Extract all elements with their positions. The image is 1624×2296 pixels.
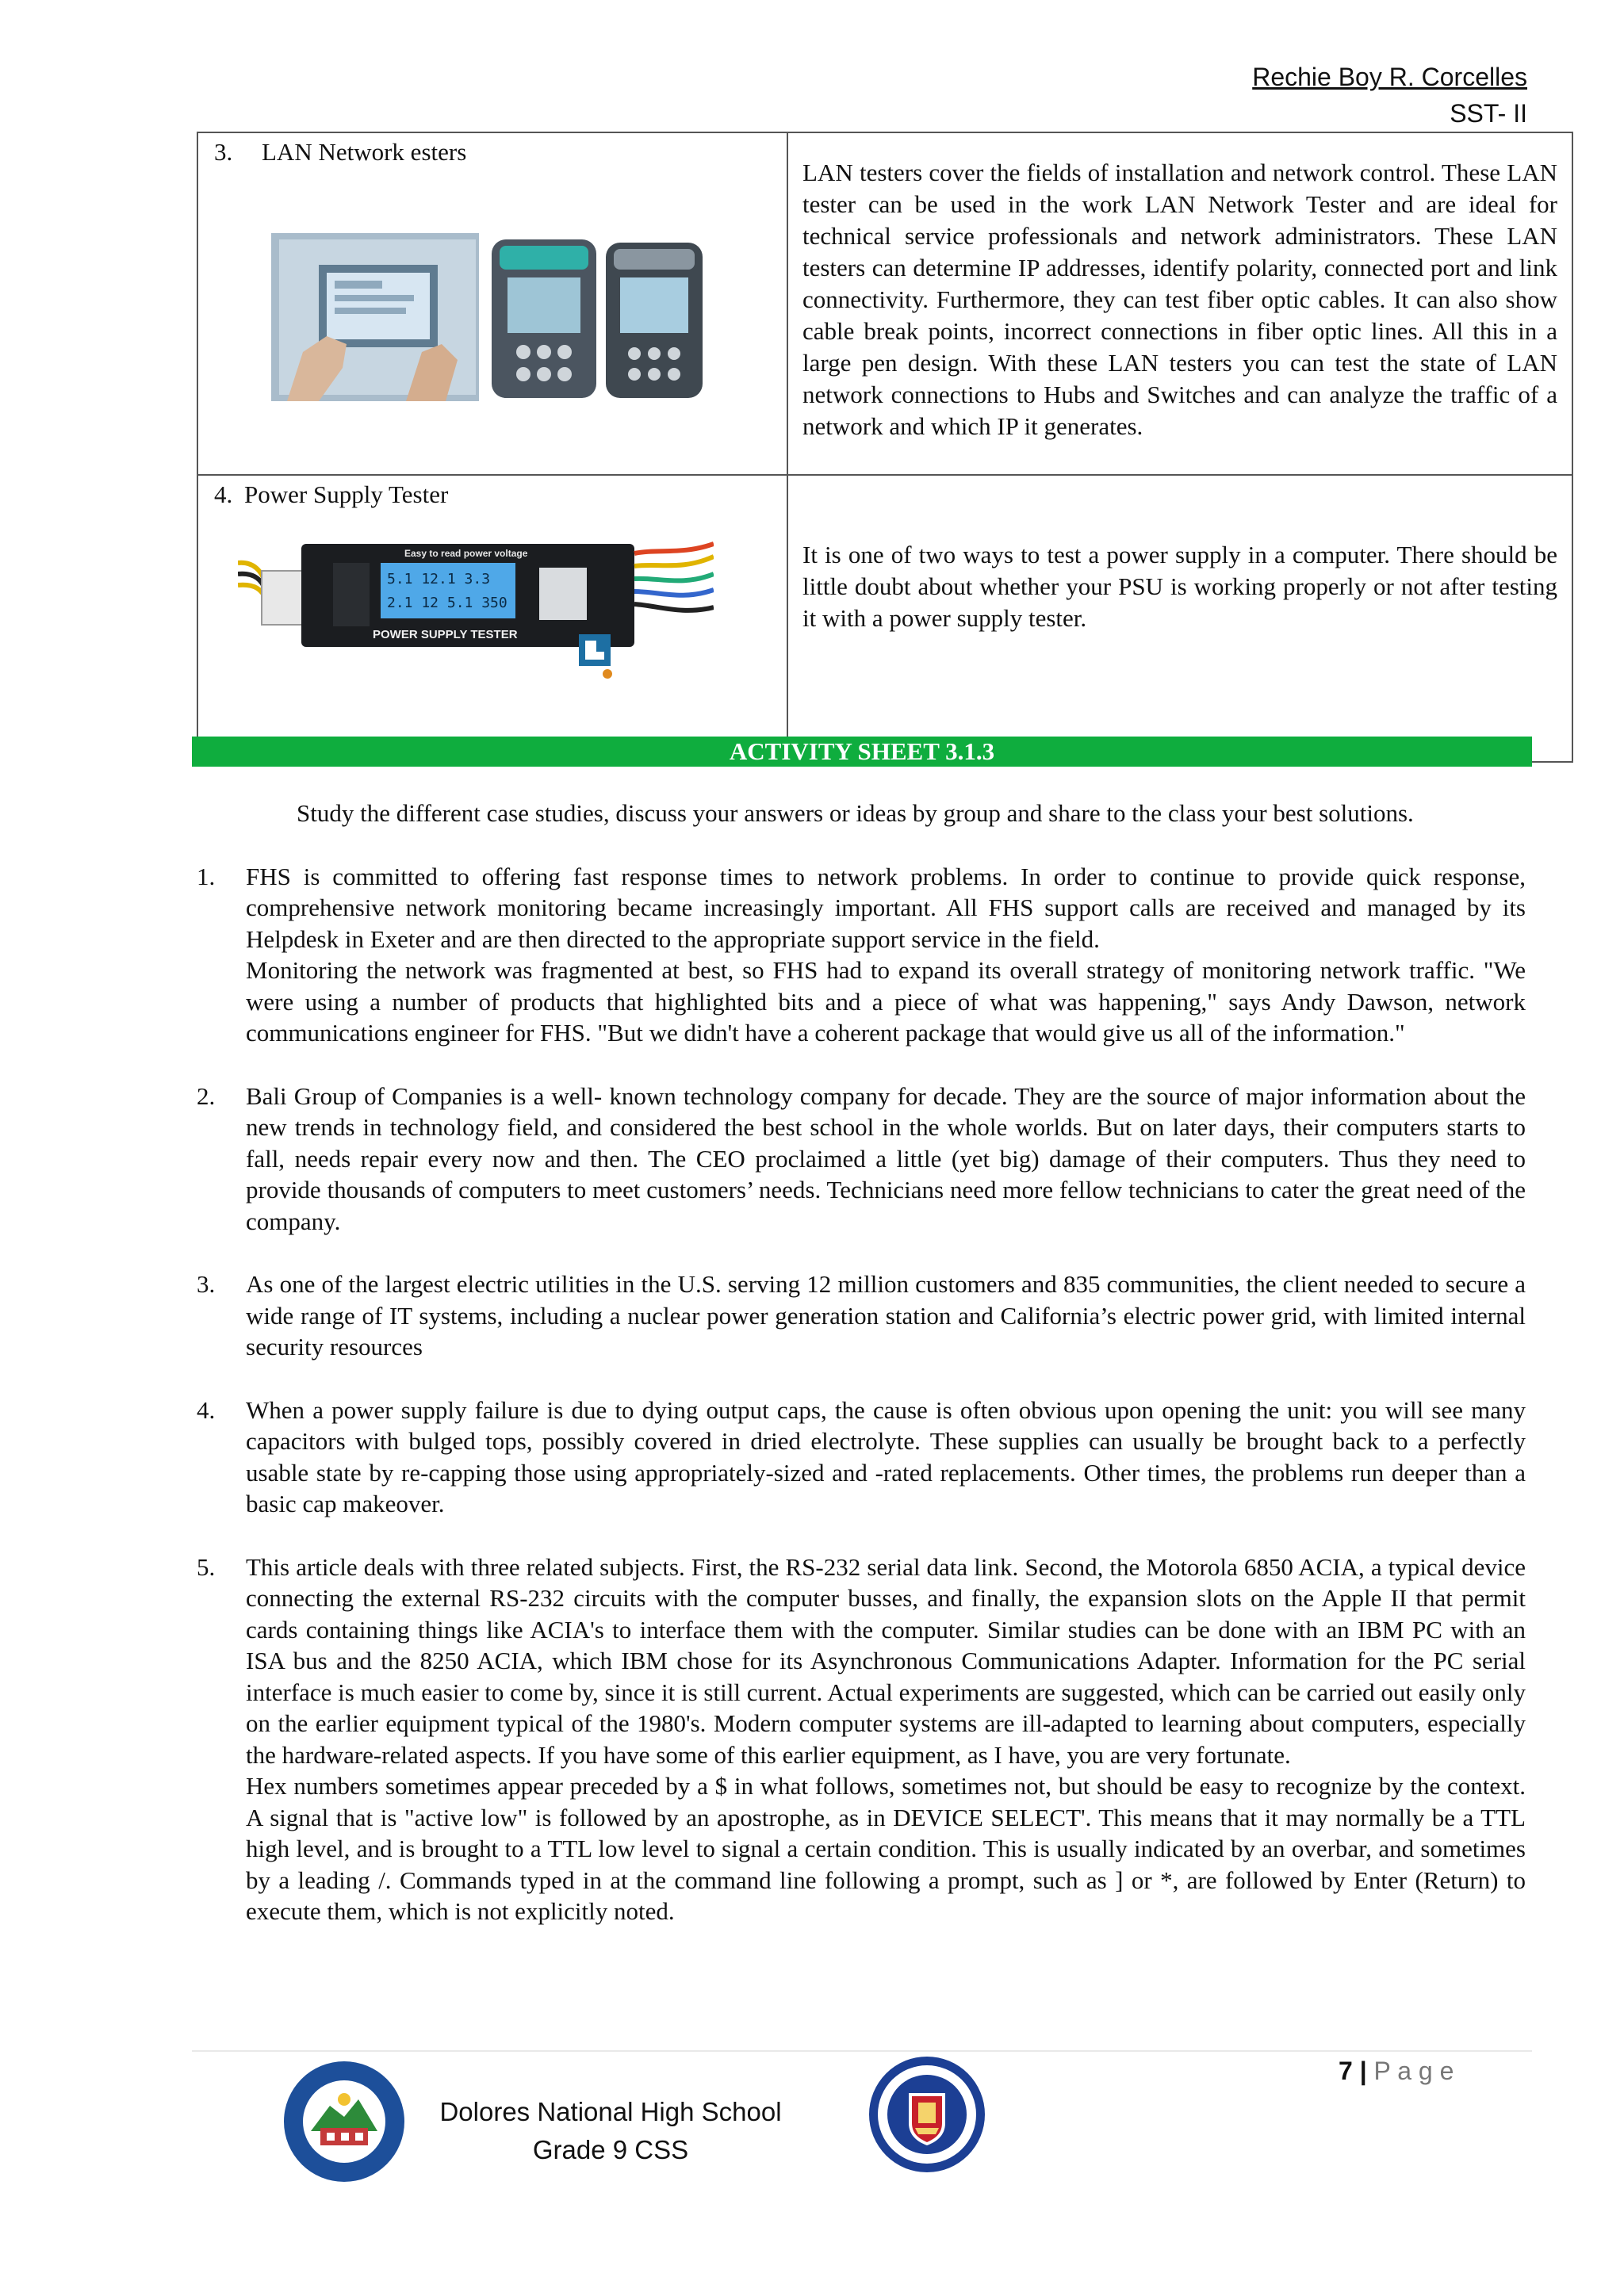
case-paragraph: FHS is committed to offering fast response times to network problems. In order to continue to provide quick response, comprehensive network monitoring became increasingly important. All FHS support calls are received and managed by its Helpdesk in Exeter and are then directed to the appropriate support service in the field. [246, 862, 1526, 953]
tool-number: 4. [214, 480, 233, 508]
tools-table [197, 132, 1573, 763]
tool-title: LAN Network esters [262, 138, 467, 166]
table-row [197, 132, 1572, 475]
activity-intro: Study the different case studies, discuss your answers or ideas by group and share to the class your best solutions. [297, 799, 1414, 827]
footer-divider [192, 2050, 1532, 2052]
case-number: 3. [197, 1270, 216, 1298]
svg-text:2.1 12 5.1 350: 2.1 12 5.1 350 [387, 595, 508, 611]
tool-label [214, 136, 771, 168]
footer-school-info [412, 2093, 809, 2169]
case-paragraph: This article deals with three related subjects. First, the RS-232 serial data link. Second, the Motorola 6850 ACIA, a typical device connecting the external RS-232 circuits with the computer busses, and finally, the expansion slots on the Apple II that permit cards containing things like ACIA's to interface them with the computer. Similar studies can be done with an IBM PC with an ISA bus and the 8250 ACIA, which IBM chose for its Asynchronous Communications Adapter. Information for the PC serial interface is much easier to come by, since it is still current. Actual experiments are suggested, which can be carried out easily only on the earlier equipment typical of the 1980's. Modern computer systems are ill-adapted to learning about computers, especially the hardware-related aspects. If you have some of this earlier equipment, as I have, you are very fortunate. [246, 1552, 1526, 1769]
svg-text:5.1 12.1 3.3: 5.1 12.1 3.3 [387, 571, 491, 587]
case-paragraph: When a power supply failure is due to dying output caps, the cause is often obvious upon opening the unit: you will see many capacitors with bulged tops, possibly covered in dried electrolyte. These supplies can usually be brought back to a perfectly usable state by re-capping those using appropriately-sized and -rated replacements. Other times, the problems run deeper than a basic cap makeover. [246, 1395, 1526, 1517]
tool-cell [197, 475, 787, 762]
tool-description-cell [787, 132, 1572, 475]
grade-level: Grade 9 CSS [532, 2135, 689, 2164]
tool-description: LAN testers cover the fields of installation and network control. These LAN tester can be used in the work LAN Network Tester and are ideal for technical service professionals and network administrators. These LAN testers can determine IP addresses, identify polarity, connected port and link connectivity. Furthermore, they can test fiber optic cables. It can also show cable break points, incorrect connections in fiber optic lines. All this in a large pen design. With these LAN testers you can test the state of LAN network connections to Hubs and Switches and can analyze the traffic of a network and which IP it generates. [802, 159, 1557, 440]
school-name: Dolores National High School [439, 2097, 782, 2126]
author-position: SST- II [1450, 99, 1527, 128]
case-list [197, 861, 1526, 1927]
page-number: 7 | P a g e [1339, 2057, 1454, 2085]
device-caption-top: Easy to read power voltage [404, 548, 528, 559]
list-item [197, 861, 1526, 1049]
case-number: 2. [197, 1081, 216, 1110]
tool-description-cell [787, 475, 1572, 762]
tool-cell [197, 132, 787, 475]
case-paragraph: As one of the largest electric utilities in the U.S. serving 12 million customers and 835 communities, the client needed to secure a wide range of IT systems, including a nuclear power generation station and California’s electric power grid, with limited internal security resources [246, 1270, 1526, 1360]
case-paragraph: Bali Group of Companies is a well- known technology company for decade. They are the source of major information about the new trends in technology field, and considered the best school in the whole worlds. But on later days, their computers starts to fall, needs repair every now and then. The CEO proclaimed a little (yet big) damage of their computers. Thus they need to provide thousands of computers to meet customers’ needs. Technicians need more fellow technicians to cater the great need of the company. [246, 1081, 1526, 1235]
device-caption-bottom: POWER SUPPLY TESTER [373, 628, 518, 641]
school-seal-logo [282, 2060, 406, 2183]
lan-tester-photo [271, 233, 704, 401]
case-number: 5. [197, 1552, 216, 1581]
tool-number: 3. [214, 138, 233, 166]
case-paragraph: Monitoring the network was fragmented at best, so FHS had to expand its overall strategy of monitoring network traffic. "We were using a number of products that highlighted bits and a piece of what was happening," says Andy Dawson, network communications engineer for FHS. "But we didn't have a coherent package that would give us all of the information." [246, 956, 1526, 1047]
tool-title: Power Supply Tester [244, 480, 449, 508]
deped-seal-logo [868, 2055, 986, 2174]
list-item [197, 1552, 1526, 1927]
case-paragraph: Hex numbers sometimes appear preceded by a $ in what follows, sometimes not, but should be easy to recognize by the context. A signal that is "active low" is followed by an apostrophe, as in DEVICE SELECT'. This means that it may normally be a TTL high level, and is brought to a TTL low level to signal a certain condition. This is usually indicated by an overbar, and sometimes by a leading /. Commands typed in at the command line following a prompt, such as ] or *, are followed by Enter (Return) to execute them, which is not explicitly noted. [246, 1772, 1526, 1925]
list-item [197, 1269, 1526, 1363]
tool-label [214, 479, 771, 511]
power-supply-tester-photo [238, 539, 714, 682]
case-number: 1. [197, 862, 216, 890]
table-row [197, 475, 1572, 762]
author-name: Rechie Boy R. Corcelles [1252, 63, 1527, 91]
list-item [197, 1395, 1526, 1520]
list-item [197, 1081, 1526, 1238]
document-header [1252, 59, 1527, 132]
activity-body [197, 798, 1526, 1959]
case-number: 4. [197, 1395, 216, 1424]
tool-description: It is one of two ways to test a power supply in a computer. There should be little doubt about whether your PSU is working properly or not after testing it with a power supply tester. [802, 541, 1557, 632]
activity-title-banner: ACTIVITY SHEET 3.1.3 [192, 737, 1532, 767]
